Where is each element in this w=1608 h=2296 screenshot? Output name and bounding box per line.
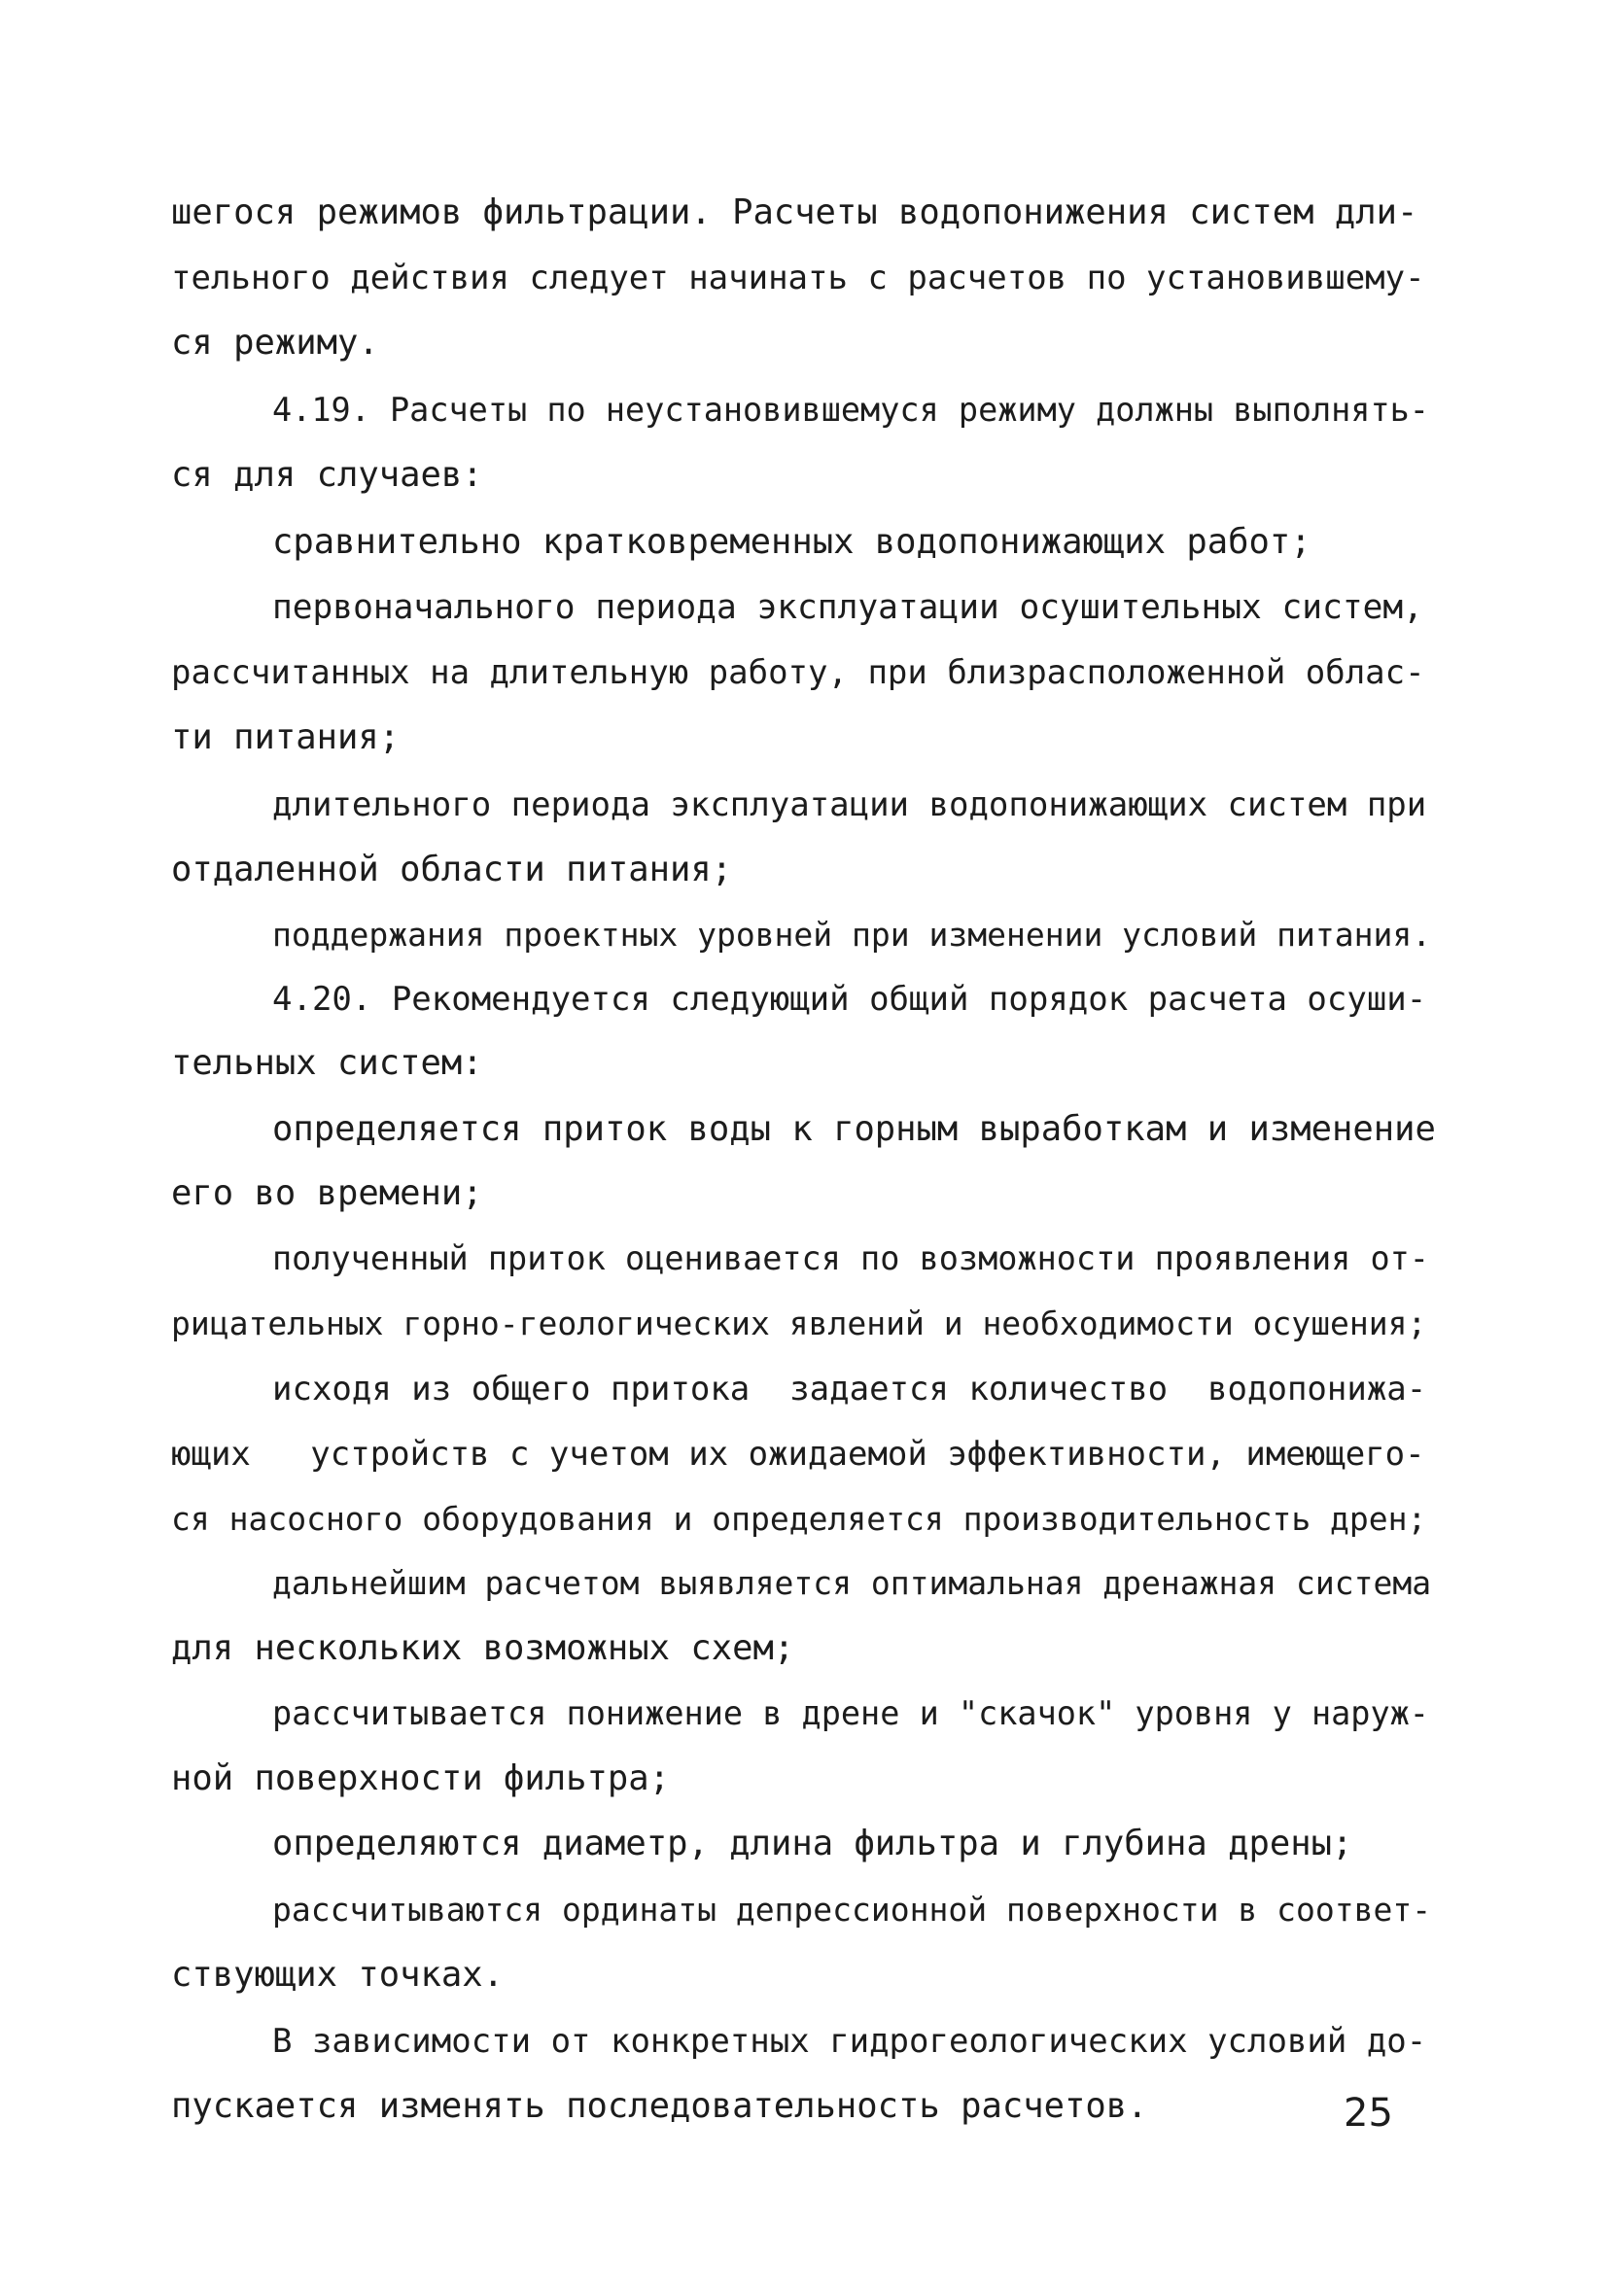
text-line: длительного периода эксплуатации водопонижающих систем при	[272, 785, 1427, 824]
text-line: отдаленной области питания;	[171, 850, 733, 889]
text-line: исходя из общего притока задается количество водопонижа-	[272, 1370, 1427, 1409]
text-line: ти питания;	[171, 717, 401, 757]
text-line: сравнительно кратковременных водопонижающих работ;	[272, 522, 1311, 562]
text-line: ющих устройств с учетом их ожидаемой эффективности, имеющего-	[171, 1435, 1425, 1474]
text-line: определяются диаметр, длина фильтра и глубина дрены;	[272, 1824, 1353, 1863]
text-line: В зависимости от конкретных гидрогеологических условий до-	[272, 2022, 1427, 2061]
text-line: полученный приток оценивается по возможности проявления от-	[272, 1239, 1429, 1277]
text-line: рассчитанных на длительную работу, при близрасположенной облас-	[171, 653, 1425, 692]
text-line: дальнейшим расчетом выявляется оптимальная дренажная система	[272, 1564, 1432, 1602]
page-number: 25	[1344, 2091, 1393, 2136]
text-line: шегося режимов фильтрации. Расчеты водопонижения систем дли-	[171, 192, 1418, 232]
text-line: ся насосного оборудования и определяется производительность дрен;	[171, 1500, 1427, 1538]
text-line: рицательных горно-геологических явлений и необходимости осушения;	[171, 1305, 1427, 1342]
text-line: поддержания проектных уровней при изменении условий питания.	[272, 916, 1432, 954]
text-line: 4.19. Расчеты по неустановившемуся режиму должны выполнять-	[272, 391, 1429, 429]
text-line: пускается изменять последовательность расчетов.	[171, 2086, 1148, 2126]
text-line: ствующих точках.	[171, 1955, 504, 1995]
text-line: его во времени;	[171, 1173, 483, 1213]
text-line: для нескольких возможных схем;	[171, 1628, 795, 1668]
text-line: тельного действия следует начинать с расчетов по установившему-	[171, 259, 1425, 297]
text-line: тельных систем:	[171, 1043, 483, 1083]
text-line: 4.20. Рекомендуется следующий общий порядок расчета осуши-	[272, 980, 1427, 1019]
text-line: рассчитывается понижение в дрене и "скачок" уровня у наруж-	[272, 1694, 1429, 1732]
text-line: определяется приток воды к горным выработкам и изменение	[272, 1109, 1436, 1149]
text-line: первоначального периода эксплуатации осушительных систем,	[272, 588, 1423, 627]
text-line: рассчитываются ординаты депрессионной поверхности в соответ-	[272, 1891, 1432, 1929]
text-line: ся для случаев:	[171, 455, 483, 495]
text-line: ся режиму.	[171, 323, 379, 363]
text-line: ной поверхности фильтра;	[171, 1758, 670, 1798]
